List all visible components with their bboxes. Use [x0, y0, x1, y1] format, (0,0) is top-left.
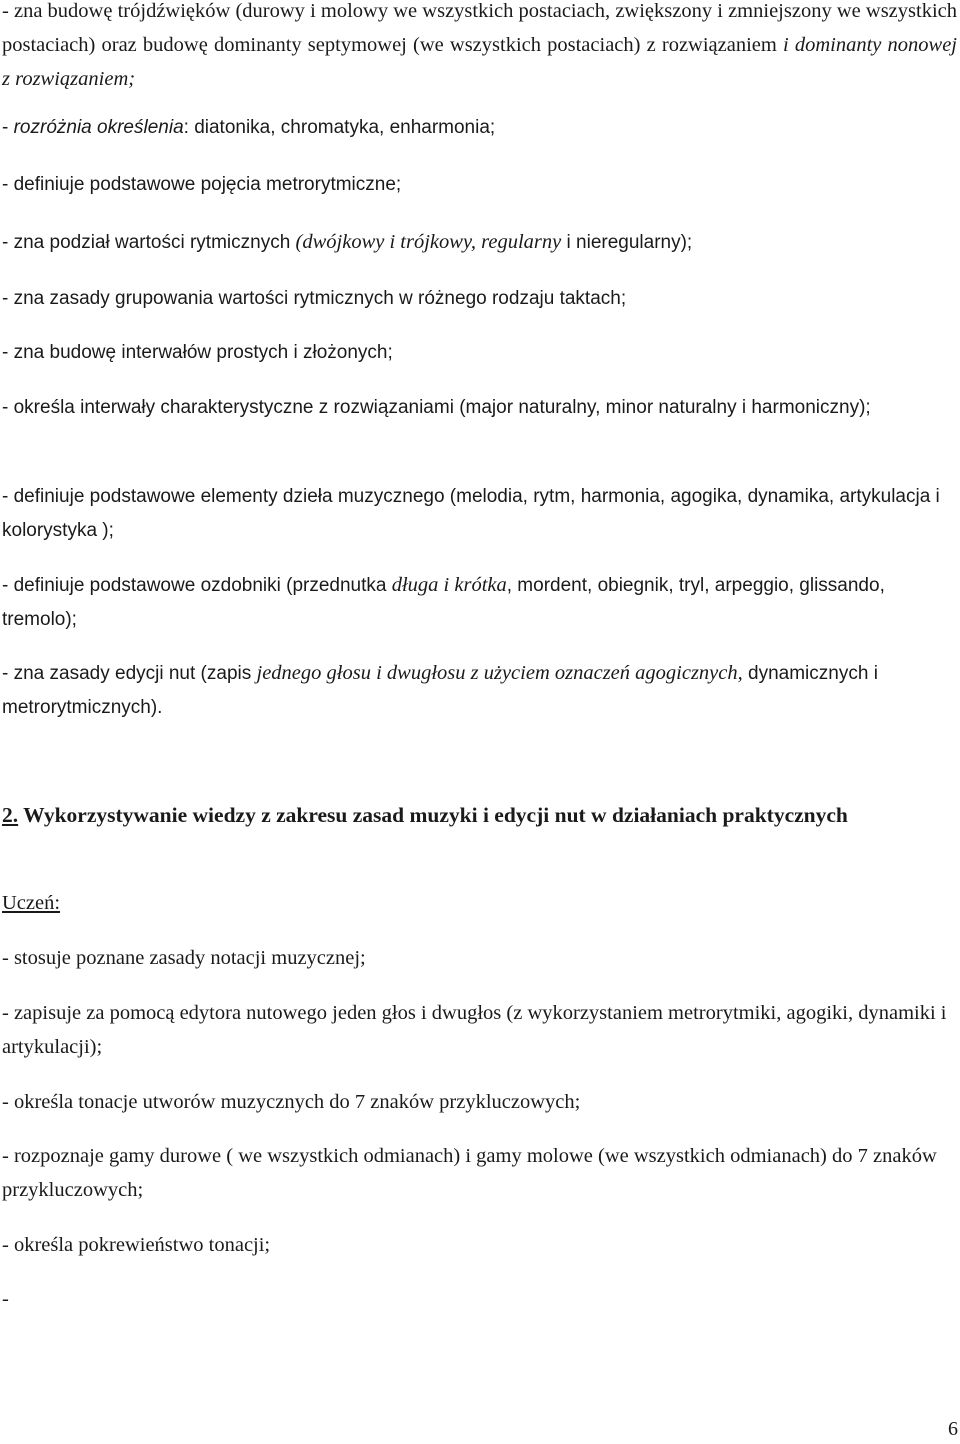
italic-span: jednego głosu i dwugłosu z użyciem oznaczeń agogicznych,: [256, 662, 743, 684]
italic-span: (dwójkowy i trójkowy, regularny: [295, 231, 562, 253]
text-span: - określa interwały charakterystyczne z rozwiązaniami (major naturalny, minor naturalny i harmoniczny);: [2, 397, 871, 418]
italic-span: rozróżnia określenia: [13, 117, 184, 138]
text-span: - zna budowę trójdźwięków (durowy i molowy we wszystkich postaciach, zwiększony i zmniejszony we wszystkich postaciach) oraz budowę dominanty septymowej (we wszystkich postaciach) z rozwiązaniem: [2, 0, 957, 56]
student-label: Uczeń:: [2, 892, 61, 914]
italic-span: i dominanty nonowej z rozwiązaniem;: [2, 34, 957, 90]
paragraph-grouping: [2, 282, 957, 316]
italic-span: długa i krótka: [391, 574, 507, 596]
list-item: - stosuje poznane zasady notacji muzycznej;: [2, 947, 366, 969]
paragraph-intervals: [2, 336, 957, 370]
list-item: - określa pokrewieństwo tonacji;: [2, 1234, 271, 1256]
paragraph-characteristic-intervals: [2, 391, 957, 425]
paragraph-metrorhythm: [2, 168, 957, 202]
text-span: - definiuje podstawowe ozdobniki (przednutka: [2, 575, 392, 596]
text-span: i nieregularny);: [561, 232, 693, 253]
text-span: - definiuje podstawowe pojęcia metrorytmiczne;: [2, 174, 402, 195]
text-span: - zna zasady grupowania wartości rytmicznych w różnego rodzaju taktach;: [2, 288, 627, 309]
paragraph-musical-elements: [2, 480, 957, 548]
text-span: : diatonika, chromatyka, enharmonia;: [183, 117, 496, 138]
text-span: - zna podział wartości rytmicznych: [2, 232, 296, 253]
paragraph-distinctions: [2, 111, 957, 145]
paragraph-rhythmic-values: [2, 225, 957, 260]
text-span: -: [2, 117, 14, 138]
text-span: , mordent, obiegnik, tryl, arpeggio, glissando, tremolo);: [2, 575, 885, 630]
list-item: -: [2, 1288, 9, 1310]
text-span: dynamicznych i metrorytmicznych).: [2, 663, 878, 718]
list-item: - zapisuje za pomocą edytora nutowego jeden głos i dwugłos (z wykorzystaniem metrorytmiki, agogiki, dynamiki i artykulacji);: [2, 1002, 947, 1058]
section-heading: [2, 798, 942, 832]
text-span: - definiuje podstawowe elementy dzieła muzycznego (melodia, rytm, harmonia, agogika, dynamika, artykulacja i kolorystyka );: [2, 486, 940, 541]
paragraph-edition: [2, 656, 957, 725]
section-number: 2.: [2, 803, 19, 827]
text-span: - zna zasady edycji nut (zapis: [2, 663, 257, 684]
text-span: - zna budowę interwałów prostych i złożonych;: [2, 342, 393, 363]
list-item: - rozpoznaje gamy durowe ( we wszystkich odmianach) i gamy molowe (we wszystkich odmianach) do 7 znaków przykluczowych;: [2, 1145, 937, 1201]
section-title: Wykorzystywanie wiedzy z zakresu zasad muzyki i edycji nut w działaniach praktycznych: [23, 803, 848, 827]
paragraph-triads: [2, 0, 957, 96]
paragraph-ornaments: [2, 568, 957, 637]
page-number: 6: [948, 1418, 958, 1440]
list-item: - określa tonacje utworów muzycznych do 7 znaków przykluczowych;: [2, 1091, 581, 1113]
